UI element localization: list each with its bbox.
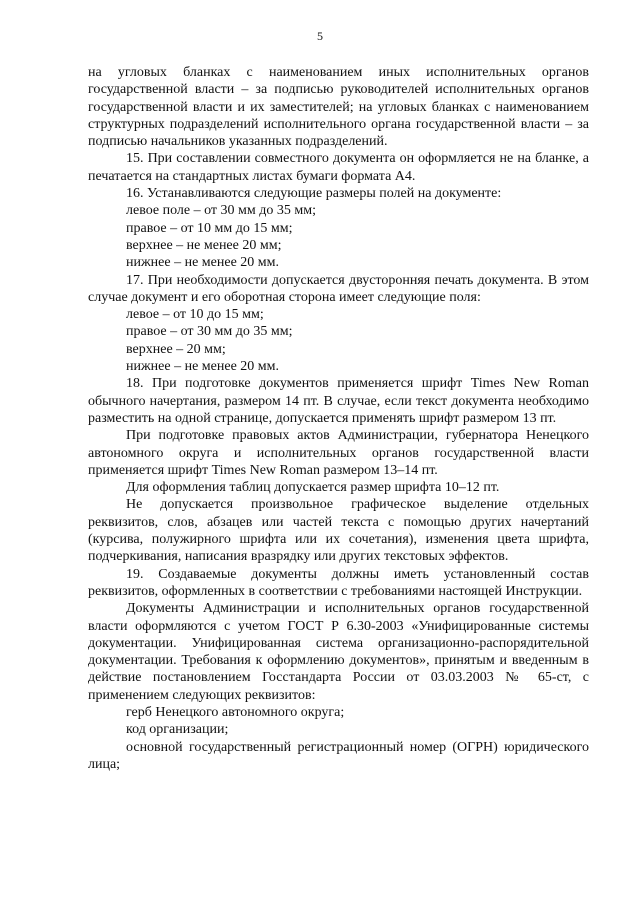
duplex-item-left: левое – от 10 до 15 мм; xyxy=(126,307,264,323)
paragraph-tables-font: Для оформления таблиц допускается размер шрифта 10–12 пт. xyxy=(126,480,500,496)
margin-item-left: левое поле – от 30 мм до 35 мм; xyxy=(126,203,316,219)
paragraph-19: 19. Создаваемые документы должны иметь установленный состав реквизитов, оформленных в соответствии с требованиями настоящей Инструкции. xyxy=(88,566,589,599)
paragraph-blanks-continued: на угловых бланках с наименованием иных исполнительных органов государственной власти – за подписью руководителей исполнительных органов государственной власти и их заместителей; на угловых бланках с наименованием структурных подразделений исполнительного органа государственной власти – за подписью начальников указанных подразделений. xyxy=(88,65,589,150)
paragraph-legal-acts-font: При подготовке правовых актов Администрации, губернатора Ненецкого автономного округа и исполнительных органов государственной власти применяется шрифт Times New Roman размером 13–14 пт. xyxy=(88,428,589,478)
paragraph-no-emphasis: Не допускается произвольное графическое выделение отдельных реквизитов, слов, абзацев или частей текста с помощью других начертаний (курсива, полужирного шрифта или их сочетания), изменения цвета шрифта, подчеркивания, написания вразрядку или других текстовых эффектов. xyxy=(88,497,589,565)
paragraph-gost: Документы Администрации и исполнительных органов государственной власти оформляются с учетом ГОСТ Р 6.30-2003 «Унифицированные системы документации. Унифицированная система организационно-распорядительной документации. Требования к оформлению документов», принятым и введенным в действие постановлением Госстандарта России от 03.03.2003 № 65-ст, с применением следующих реквизитов: xyxy=(88,601,589,703)
requisite-item-ogrn: основной государственный регистрационный номер (ОГРН) юридического лица; xyxy=(88,739,589,772)
document-body xyxy=(88,64,589,773)
duplex-item-bottom: нижнее – не менее 20 мм. xyxy=(126,359,279,375)
margin-item-right: правое – от 10 мм до 15 мм; xyxy=(126,220,293,236)
paragraph-16: 16. Устанавливаются следующие размеры полей на документе: xyxy=(126,186,502,202)
requisite-item-org-code: код организации; xyxy=(126,722,229,738)
duplex-item-right: правое – от 30 мм до 35 мм; xyxy=(126,324,293,340)
margin-item-bottom: нижнее – не менее 20 мм. xyxy=(126,255,279,271)
requisite-item-coat-of-arms: герб Ненецкого автономного округа; xyxy=(126,704,345,720)
page-number: 5 xyxy=(317,29,323,43)
paragraph-15: 15. При составлении совместного документа он оформляется не на бланке, а печатается на стандартных листах бумаги формата А4. xyxy=(88,151,589,184)
margin-item-top: верхнее – не менее 20 мм; xyxy=(126,237,282,253)
paragraph-18: 18. При подготовке документов применяется шрифт Times New Roman обычного начертания, размером 14 пт. В случае, если текст документа необходимо разместить на одной странице, допускается применять шрифт размером 13 пт. xyxy=(88,376,589,426)
paragraph-17: 17. При необходимости допускается двусторонняя печать документа. В этом случае документ и его оборотная сторона имеет следующие поля: xyxy=(88,272,589,305)
duplex-item-top: верхнее – 20 мм; xyxy=(126,341,226,357)
